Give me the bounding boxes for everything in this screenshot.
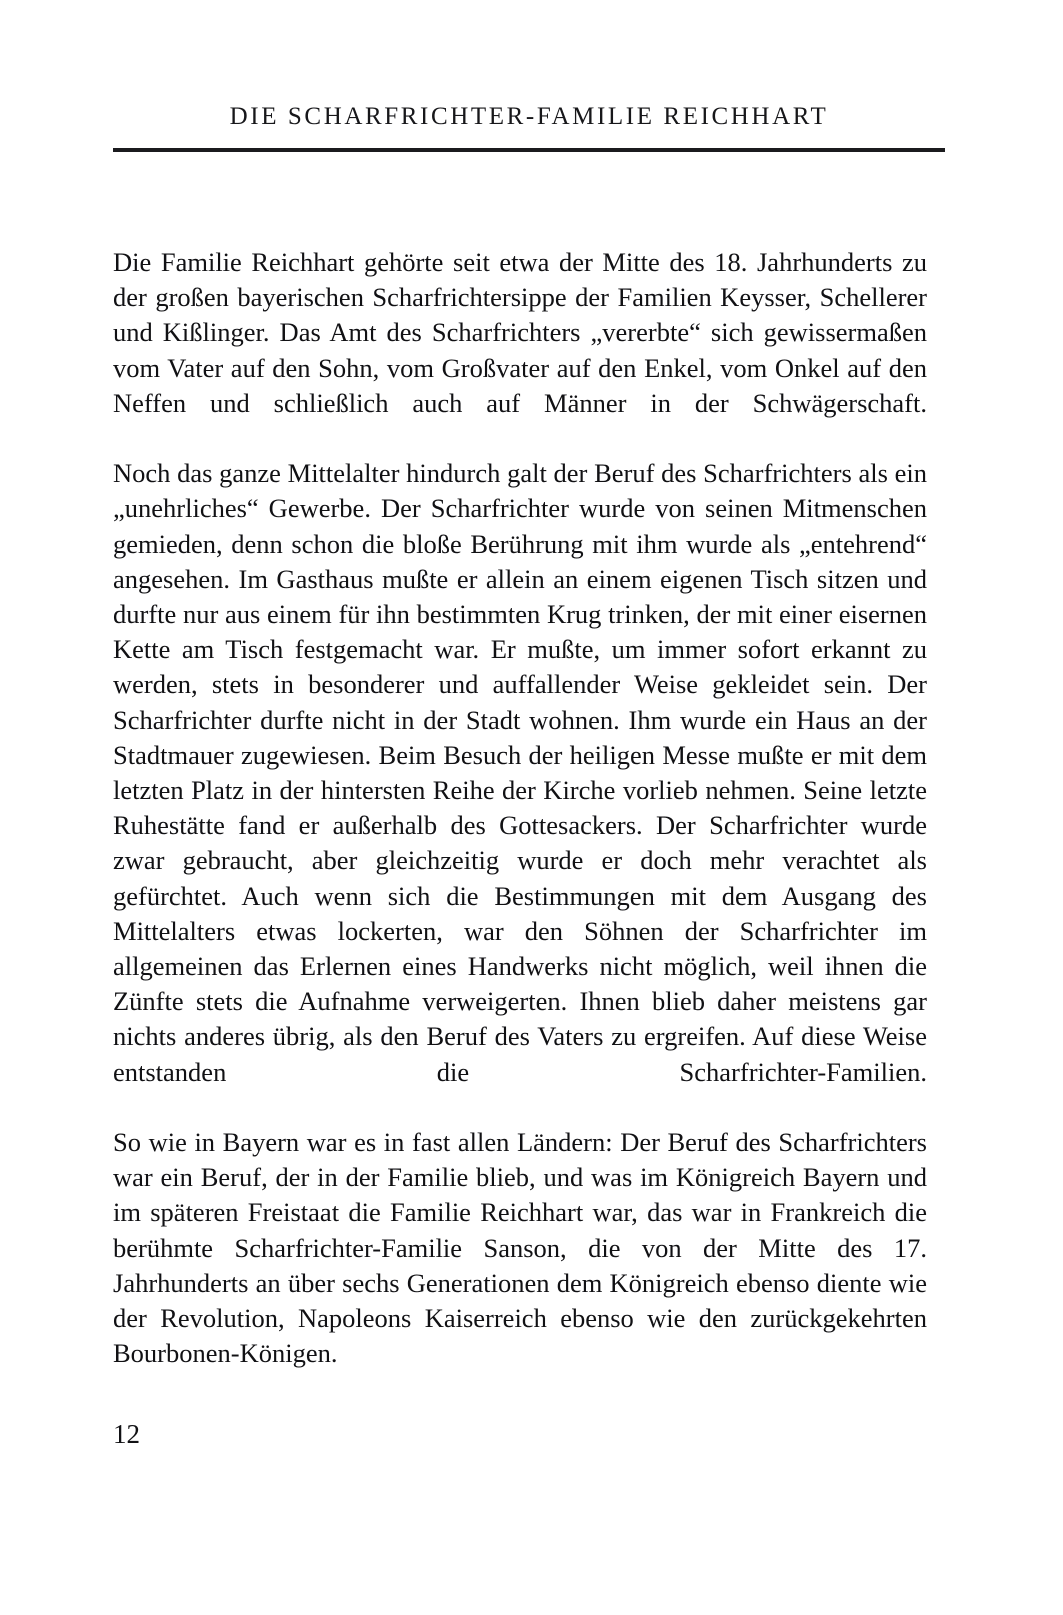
paragraph-2: Noch das ganze Mittelalter hindurch galt der Beruf des Scharfrichters als ein „unehrliches“ Gewerbe. Der Scharfrichter wurde von seinen Mitmenschen gemieden, denn schon die bloße Berührung mit ihm wurde als „entehrend“ angesehen. Im Gasthaus mußte er allein an einem eigenen Tisch sitzen und durfte nur aus einem für ihn bestimmten Krug trinken, der mit einer eisernen Kette am Tisch festgemacht war. Er mußte, um immer sofort erkannt zu werden, stets in besonderer und auffallender Weise gekleidet sein. Der Scharfrichter durfte nicht in der Stadt wohnen. Ihm wurde ein Haus an der Stadtmauer zugewiesen. Beim Besuch der heiligen Messe mußte er mit dem letzten Platz in der hintersten Reihe der Kirche vorlieb nehmen. Seine letzte Ruhestätte fand er außerhalb des Gottesackers. Der Scharfrichter wurde zwar gebraucht, aber gleichzeitig wurde er doch mehr verachtet als gefürchtet. Auch wenn sich die Bestimmungen mit dem Ausgang des Mittelalters etwas lockerten, war den Söhnen der Scharfrichter im allgemeinen das Erlernen eines Handwerks nicht möglich, weil ihnen die Zünfte stets die Aufnahme verweigerten. Ihnen blieb daher meistens gar nichts anderes übrig, als den Beruf des Vaters zu ergreifen. Auf diese Weise entstanden die Scharfrichter-Familien. [113,458,927,1087]
paragraph-1: Die Familie Reichhart gehörte seit etwa der Mitte des 18. Jahrhunderts zu der großen bayerischen Scharfrichtersippe der Familien Keysser, Schellerer und Kißlinger. Das Amt des Scharfrichters „vererbte“ sich gewissermaßen vom Vater auf den Sohn, vom Großvater auf den Enkel, vom Onkel auf den Neffen und schließlich auch auf Männer in der Schwägerschaft. [113,247,927,418]
body-text-block [113,245,927,1372]
running-head-title: DIE SCHARFRICHTER-FAMILIE REICHHART [229,103,829,130]
running-head [113,103,945,131]
page-number: 12 [113,1419,140,1449]
paragraph-3: So wie in Bayern war es in fast allen Ländern: Der Beruf des Scharfrichters war ein Beruf, der in der Familie blieb, und was im Königreich Bayern und im späteren Freistaat die Familie Reichhart war, das war in Frankreich die berühmte Scharfrichter-Familie Sanson, die von der Mitte des 17. Jahrhunderts an über sechs Generationen dem Königreich ebenso diente wie der Revolution, Napoleons Kaiserreich ebenso wie den zurückgekehrten Bourbonen-Königen. [113,1127,927,1369]
header-divider-rule [113,148,945,152]
